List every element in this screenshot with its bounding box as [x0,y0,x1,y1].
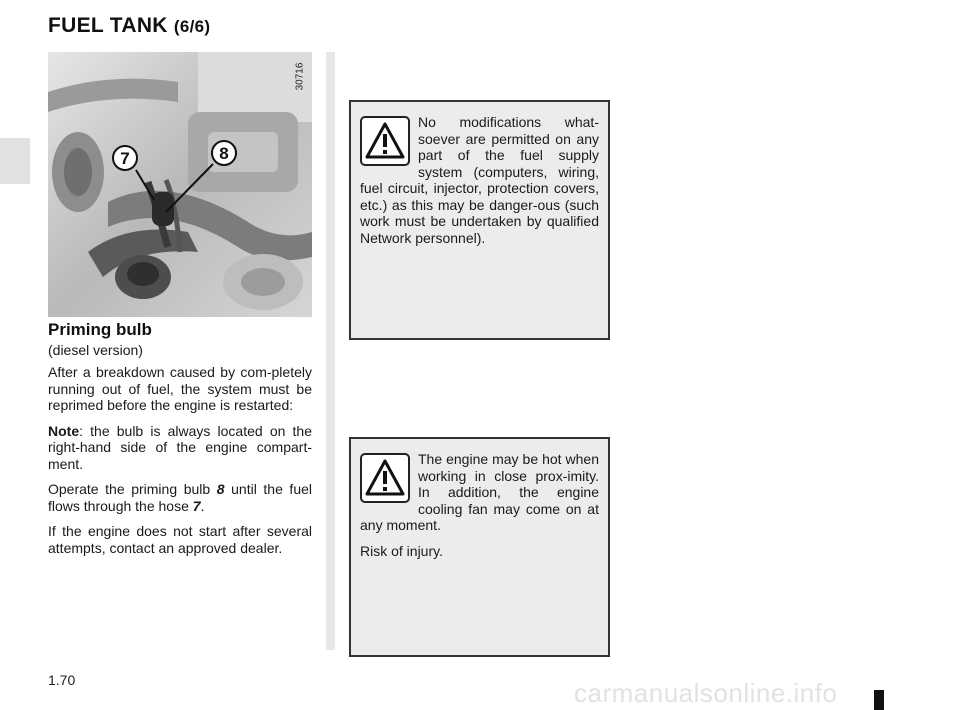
section-body [48,364,312,565]
note-label: Note [48,422,80,439]
section-side-tab [0,138,30,184]
engine-bay-illustration [48,52,312,317]
corner-mark [874,690,884,710]
callout-7: 7 [120,149,130,168]
body-paragraph-instruction [48,481,312,514]
page-title-text: FUEL TANK [48,14,168,37]
warning-text: Risk of injury. [360,542,443,559]
page-number: 1.70 [48,672,76,688]
warning-text: The engine may be hot when working in close prox-imity. In addition, the engine cooling fan may come on at any moment. [360,451,599,533]
engine-bay-photo [48,52,312,317]
body-paragraph: After a breakdown caused by com-pletely running out of fuel, the system must be reprimed before the engine is restarted: [48,364,312,413]
column-divider [326,52,335,650]
body-paragraph-note [48,423,312,473]
note-text: : the bulb is always located on the right-hand side of the engine compart-ment. [48,422,312,472]
warning-triangle-icon [360,116,410,166]
ref-bulb: 8 [216,481,225,497]
instruction-text: Operate the priming bulb [48,481,217,497]
warning-box-hot-engine [349,437,610,657]
warning-box-modifications [349,100,610,340]
body-paragraph: If the engine does not start after several attempts, contact an approved dealer. [48,523,312,556]
callout-8: 8 [219,144,229,163]
ref-hose: 7 [192,497,201,514]
warning-text: No modifications what-soever are permitted on any part of the fuel supply system (computers, wiring, fuel circuit, injector, protection covers, etc.) as this may be danger-ous (such work must be undertaken by qualified Network personnel). [360,114,599,246]
watermark: carmanualsonline.info [574,678,838,708]
figure-reference-number: 30716 [294,62,306,90]
page-title-part: (6/6) [173,17,211,36]
section-subheading: (diesel version) [48,342,143,358]
warning-triangle-icon [360,453,410,503]
instruction-text: . [200,497,205,514]
page-title [48,14,210,38]
figure-reference [288,54,312,98]
instruction-text: until the fuel flows through the hose [48,481,313,514]
section-heading: Priming bulb [48,320,152,339]
